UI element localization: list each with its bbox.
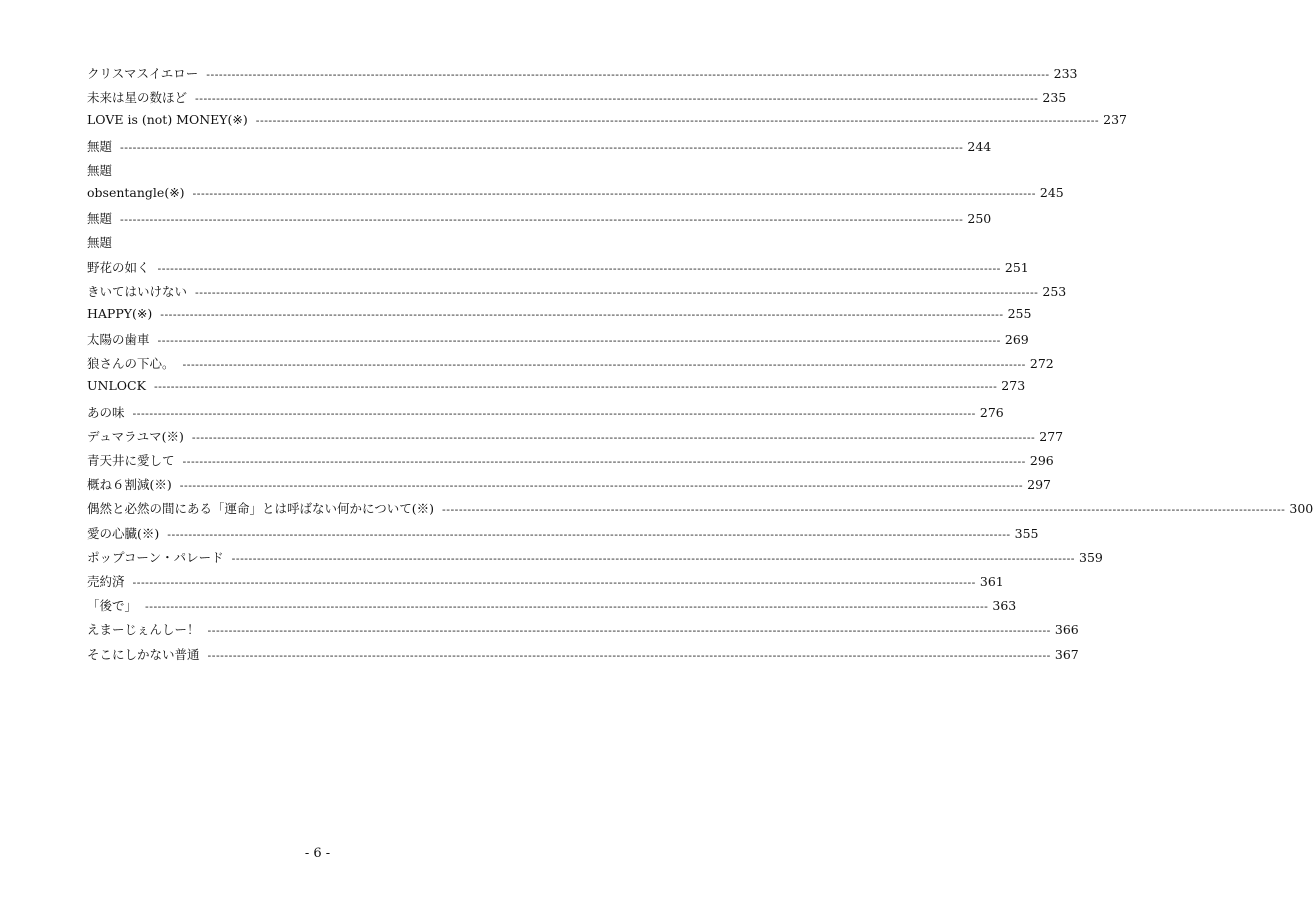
toc-entry-page: 367 [1054,646,1079,662]
toc-entry-page: 366 [1054,622,1079,638]
toc-entry [87,378,1026,402]
toc-entry-title: 太陽の歯車 [87,332,150,348]
toc-entry-title: そこにしかない普通 [87,646,200,662]
toc-entry-title: obsentangle(※) [87,184,185,200]
toc-entry-title: ポップコーン・パレード [87,549,224,565]
toc-entry [87,403,1004,427]
toc-entry-page: 269 [1004,332,1029,348]
toc-entry [87,524,1039,548]
toc-entry-page: 273 [1001,378,1026,394]
toc-entry-page: 233 [1053,66,1078,81]
toc-entry [87,184,1064,209]
toc-entry-leader: -------------------------------------------------------------------------------------------------------------------------------------------------------------------------------------------------------- [182,455,1026,468]
toc-entry-page: 361 [979,573,1004,589]
toc-entry-leader: -------------------------------------------------------------------------------------------------------------------------------------------------------------------------------------------------------- [120,140,964,154]
toc-entry [87,88,1067,112]
toc-entry-page: 235 [1042,90,1067,106]
toc-entry-page: 244 [967,138,992,154]
toc-entry-leader: -------------------------------------------------------------------------------------------------------------------------------------------------------------------------------------------------------- [120,213,964,227]
toc-entry [87,427,1064,451]
toc-entry-title: 狼さんの下心。 [87,356,175,372]
toc-entry [87,258,1029,282]
toc-entry [87,161,564,185]
toc-entry-page: 250 [967,211,992,227]
toc-entry-title: UNLOCK [87,378,146,394]
toc-entry-page: 297 [1027,477,1051,493]
toc-entry [87,233,564,257]
toc-entry-page: 300 [1289,501,1313,517]
toc-entry-page: 296 [1029,453,1054,468]
toc-entry [87,282,1067,306]
toc-entry [87,305,1032,330]
toc-entry-page: 237 [1103,112,1127,128]
toc-entry-page: 355 [1014,525,1039,541]
toc-entry-leader: -------------------------------------------------------------------------------------------------------------------------------------------------------------------------------------------------------- [132,406,976,420]
toc-entry-title: クリスマスイエロー [87,66,199,81]
toc-entry-title: 無題 [87,138,113,154]
toc-entry-page: 277 [1039,428,1064,444]
toc-entry-leader: -------------------------------------------------------------------------------------------------------------------------------------------------------------------------------------------------------- [207,624,1051,638]
toc-entry [87,64,1078,88]
toc-entry [87,548,1103,572]
toc-entry-title: 野花の如く [87,259,150,275]
toc-entry-title: 未来は星の数ほど [87,90,188,106]
toc-entry-leader: -------------------------------------------------------------------------------------------------------------------------------------------------------------------------------------------------------- [191,430,1036,444]
toc-entry-title: 無題 [87,211,113,227]
toc-entry-title: あの味 [87,404,125,420]
toc-entry-title: 青天井に愛して [87,453,175,468]
toc-entry-leader: -------------------------------------------------------------------------------------------------------------------------------------------------------------------------------------------------------- [179,479,1024,493]
toc-entry-title: 「後で」 [87,598,138,614]
toc-entry-leader: -------------------------------------------------------------------------------------------------------------------------------------------------------------------------------------------------------- [195,285,1039,299]
toc-entry-title: 概ね６割減(※) [87,477,172,493]
toc-entry-leader: -------------------------------------------------------------------------------------------------------------------------------------------------------------------------------------------------------- [231,551,1075,565]
toc-entry [87,499,1313,523]
toc-entry-title: えまーじぇんしー！ [87,622,200,638]
toc-entry [87,112,1127,136]
toc-entry-title: 売約済 [87,573,125,589]
toc-entry-page: 255 [1007,305,1032,321]
toc-entry-leader: -------------------------------------------------------------------------------------------------------------------------------------------------------------------------------------------------------- [157,334,1001,348]
toc-entry-leader: -------------------------------------------------------------------------------------------------------------------------------------------------------------------------------------------------------- [153,380,998,394]
toc-entry-leader: -------------------------------------------------------------------------------------------------------------------------------------------------------------------------------------------------------- [157,261,1001,275]
toc-entry-title: LOVE is (not) MONEY(※) [87,112,248,128]
toc-entry-title: 愛の心臓(※) [87,525,160,541]
toc-entry-leader: -------------------------------------------------------------------------------------------------------------------------------------------------------------------------------------------------------- [442,503,1286,517]
toc-entry-page: 251 [1004,259,1029,275]
toc-entry-title: 無題 [87,235,113,251]
toc-entry-leader: -------------------------------------------------------------------------------------------------------------------------------------------------------------------------------------------------------- [182,358,1026,372]
toc-entry [87,645,1079,669]
toc-entry-leader: -------------------------------------------------------------------------------------------------------------------------------------------------------------------------------------------------------- [255,114,1100,128]
toc-entry-leader: -------------------------------------------------------------------------------------------------------------------------------------------------------------------------------------------------------- [195,92,1039,106]
toc-entry-leader: -------------------------------------------------------------------------------------------------------------------------------------------------------------------------------------------------------- [145,600,989,614]
toc-entry [87,330,1029,354]
toc-entry-leader: -------------------------------------------------------------------------------------------------------------------------------------------------------------------------------------------------------- [192,186,1036,200]
toc-entry-leader: -------------------------------------------------------------------------------------------------------------------------------------------------------------------------------------------------------- [132,575,976,589]
toc-entry [87,354,1054,378]
toc-entry [87,596,1017,620]
toc-entry [87,620,1079,644]
toc-entry-leader: -------------------------------------------------------------------------------------------------------------------------------------------------------------------------------------------------------- [207,648,1051,662]
toc-entry-page: 253 [1042,283,1067,299]
toc-entry-title: きいてはいけない [87,283,188,299]
toc-entry [87,137,992,161]
toc-entry [87,475,1051,499]
toc-entry-page: 363 [992,598,1017,614]
table-of-contents [87,64,1313,669]
toc-entry-leader: -------------------------------------------------------------------------------------------------------------------------------------------------------------------------------------------------------- [206,68,1050,81]
toc-entry-title: デュマラユマ(※) [87,428,184,444]
toc-entry-page: 276 [979,404,1004,420]
toc-entry [87,209,992,233]
toc-entry-leader: -------------------------------------------------------------------------------------------------------------------------------------------------------------------------------------------------------- [160,307,1004,321]
toc-entry [87,451,1054,475]
toc-entry-page: 359 [1079,549,1103,565]
toc-entry-title: 偶然と必然の間にある「運命」とは呼ばない何かについて(※) [87,501,435,517]
toc-entry-title: 無題 [87,162,113,178]
toc-entry-page: 245 [1039,184,1064,200]
toc-entry-page: 272 [1029,356,1054,372]
toc-entry-title: HAPPY(※) [87,305,153,321]
page-number: - 6 - [304,846,331,861]
toc-entry [87,572,1004,596]
toc-entry-leader: -------------------------------------------------------------------------------------------------------------------------------------------------------------------------------------------------------- [167,527,1011,541]
